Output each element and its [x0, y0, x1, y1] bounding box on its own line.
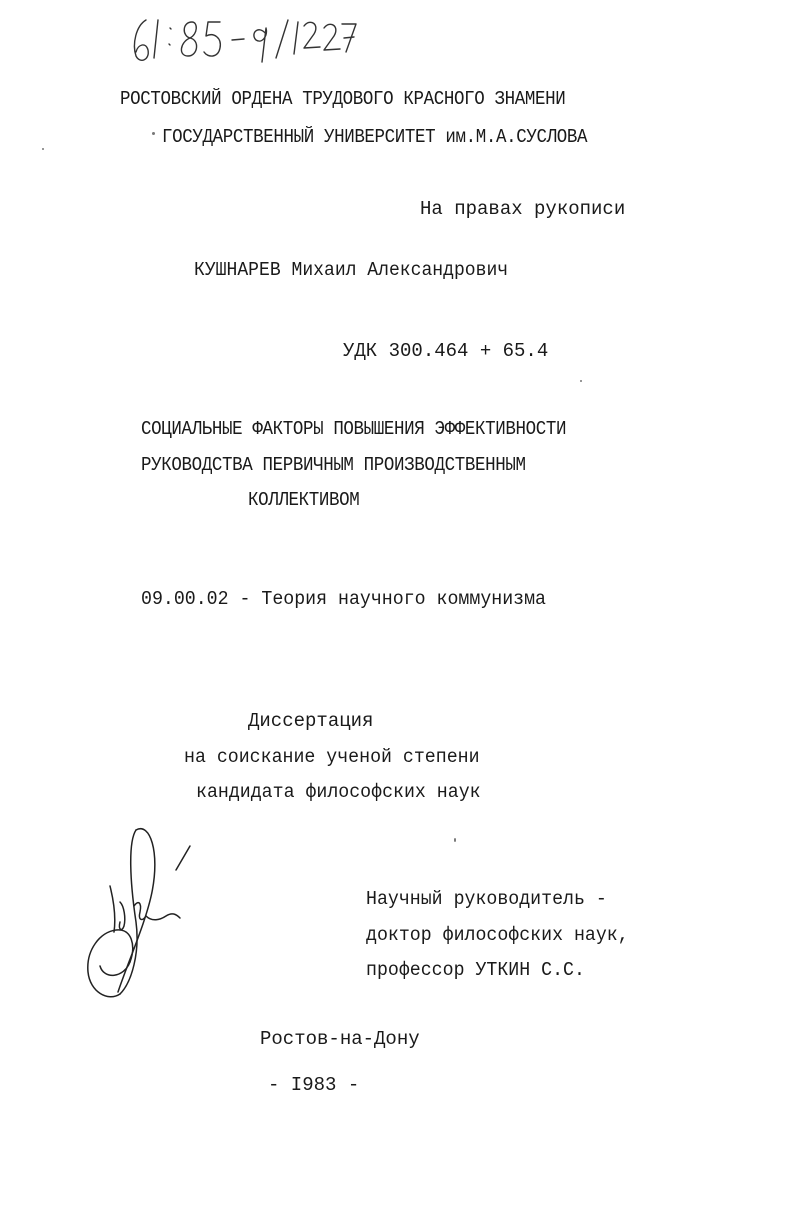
degree-line-2: на соискание ученой степени — [184, 746, 480, 768]
udc-code: УДК 300.464 + 65.4 — [343, 340, 549, 362]
supervisor-line-2: доктор философских наук, — [366, 924, 629, 946]
handwritten-archive-mark — [128, 14, 358, 70]
degree-line-3: кандидата философских наук — [196, 781, 481, 803]
dissertation-title-line-2: РУКОВОДСТВА ПЕРВИЧНЫМ ПРОИЗВОДСТВЕННЫМ — [141, 454, 526, 476]
specialty-code: 09.00.02 - Теория научного коммунизма — [141, 588, 546, 610]
scan-speck — [454, 838, 456, 842]
year: - I983 - — [268, 1074, 360, 1096]
scan-speck — [42, 148, 44, 150]
supervisor-signature — [80, 822, 210, 1022]
manuscript-note: На правах рукописи — [420, 198, 626, 220]
institution-line-2: ГОСУДАРСТВЕННЫЙ УНИВЕРСИТЕТ им.М.А.СУСЛОВА — [162, 126, 588, 148]
city: Ростов-на-Дону — [260, 1028, 420, 1050]
dissertation-title-line-1: СОЦИАЛЬНЫЕ ФАКТОРЫ ПОВЫШЕНИЯ ЭФФЕКТИВНОСТИ — [141, 418, 567, 440]
author-name: КУШНАРЕВ Михаил Александрович — [194, 259, 509, 281]
institution-line-1: РОСТОВСКИЙ ОРДЕНА ТРУДОВОГО КРАСНОГО ЗНАМЕНИ — [120, 88, 566, 110]
degree-line-1: Диссертация — [248, 710, 374, 732]
supervisor-line-3: профессор УТКИН С.С. — [366, 959, 585, 981]
supervisor-line-1: Научный руководитель - — [366, 888, 607, 910]
scan-speck — [152, 132, 155, 135]
scan-speck — [580, 380, 582, 382]
dissertation-title-line-3: КОЛЛЕКТИВОМ — [248, 489, 360, 511]
